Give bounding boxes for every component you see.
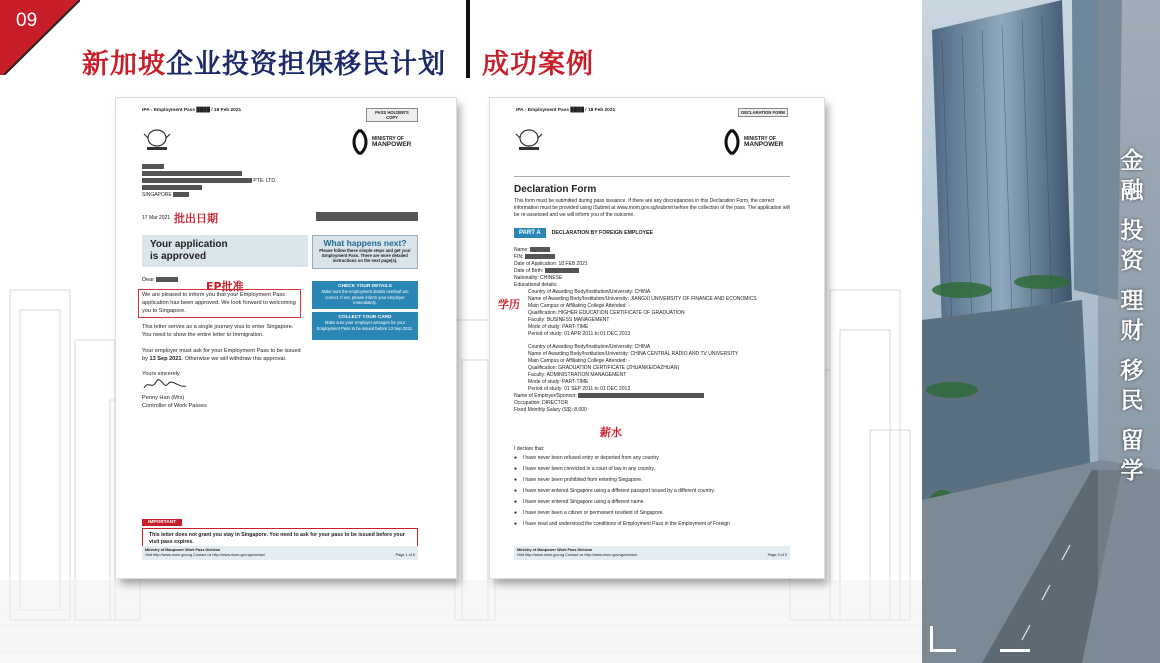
education-2 [514, 344, 804, 393]
check-details-box [312, 281, 418, 309]
footer-line2: Visit http://www.mom.gov.sg Contact us http://www.mom.gov.sg/contact [145, 553, 265, 557]
mom-logo-icon [722, 128, 742, 156]
annotation-education: 学历 [498, 298, 520, 311]
banner-char: 移 [1120, 358, 1144, 384]
edu2-country: Country of Awarding Body/Institution/University: CHINA [528, 344, 651, 350]
salutation [142, 276, 178, 284]
edu1-faculty: Faculty: BUSINESS MANAGEMENT [528, 317, 610, 323]
important-notice [142, 510, 418, 550]
page-title: 新加坡企业投资担保移民计划 [82, 49, 446, 80]
annotation-issue-date: 批出日期 [174, 212, 218, 225]
declaration-form-page [490, 98, 824, 578]
banner-char: 理 [1120, 288, 1144, 314]
edu1-institution: Name of Awarding Body/Institution/University: JIANGXI UNIVERSITY OF FINANCE AND ECONOMICS [528, 296, 757, 302]
issue-date: 17 Mar 2021 [142, 215, 171, 221]
collect-body: Make sure your employer arranges for your Employment Pass to be issued before 13 Sep 2021. [316, 320, 414, 331]
monthly-salary: Fixed Monthly Salary (S$): 8,000 [514, 407, 587, 413]
doc1-footer [142, 546, 418, 560]
doc2-header-line: IPA - Employment Pass ████ / 18 Feb 2021 [516, 108, 616, 113]
occupation: Occupation: DIRECTOR [514, 400, 569, 406]
doc2-footer [514, 546, 790, 560]
declaration-intro: This form must be submitted during pass issuance. If there are any discrepancies in this Declaration Form, the correct information must be provided using iSubmit at www.mom.gov.sg/isubmit before the collection of the pass. The application will be re-assessed and we will inform you of the outcome. [514, 198, 790, 218]
declaration-list [514, 455, 804, 532]
page-subtitle: 成功案例 [482, 49, 594, 80]
approval-paragraph: We are pleased to inform you that your Employment Pass application has been approved. We look forward to welcoming you to Singapore. [142, 292, 296, 314]
fin-label: FIN: [514, 254, 524, 260]
what-happens-next-box [312, 235, 418, 269]
what-title: What happens next? [323, 238, 407, 248]
banner-char: 民 [1120, 388, 1144, 414]
signer-title: Controller of Work Passes [142, 403, 207, 409]
annotation-salary: 薪水 [600, 426, 622, 439]
approval-letter-page [116, 98, 456, 578]
mom-logo [350, 128, 411, 156]
edu1-country: Country of Awarding Body/Institution/University: CHINA [528, 289, 651, 295]
edu1-mode: Mode of study: PART-TIME [528, 324, 589, 330]
sincerely: Yours sincerely [142, 371, 180, 377]
mom-line2: MANPOWER [744, 141, 784, 148]
important-body: This letter does not grant you stay in Singapore. You need to ask for your pass to be issued before your visit pass expires. [142, 528, 418, 550]
edu1-period: Period of study: 01 APR 2011 to 01 DEC 2013 [528, 331, 631, 337]
declaration-item: ● I have read and understood the conditions of Employment Pass in the Employment of Foreign [514, 521, 730, 527]
mom-logo [722, 128, 783, 156]
corner-badge [0, 0, 80, 75]
part-a-tag: PART A [514, 228, 546, 238]
declaration-item: ● I have never entered Singapore using a different name. [514, 499, 645, 505]
frame-line-bottom [1000, 648, 1030, 652]
approved-line2: is approved [150, 251, 207, 262]
declaration-title: Declaration Form [514, 184, 597, 195]
edu2-period: Period of study: 01 SEP 2011 to 01 DEC 2013 [528, 386, 631, 392]
declaration-item: ● I have never been convicted in a court of law in any country. [514, 466, 656, 472]
check-body: Make sure the employment details overleaf are correct. If not, please inform your employer immediately. [321, 289, 409, 305]
page-number: 09 [16, 10, 38, 31]
banner-char: 留 [1120, 428, 1144, 454]
employer-paragraph [142, 347, 308, 363]
title-divider [466, 0, 470, 78]
collect-title: COLLECT YOUR CARD [338, 315, 392, 320]
check-title: CHECK YOUR DETAILS [338, 284, 392, 289]
visa-paragraph: This letter serves as a single journey visa to enter Singapore. You need to show the entire letter to Immigration. [142, 324, 294, 338]
what-body: Please follow these simple steps and get your Employment Pass. There are more detailed instructions on the next page(s). [319, 248, 411, 264]
approved-banner [142, 235, 308, 267]
divider [514, 176, 790, 177]
date-of-application: Date of Application: 18 FEB 2021 [514, 261, 588, 267]
declare-header: I declare that: [514, 446, 545, 452]
edu1-qualification: Qualification: HIGHER EDUCATION CERTIFICATE OF GRADUATION [528, 310, 685, 316]
banner-char: 资 [1120, 248, 1144, 274]
singapore-crest-icon [142, 126, 172, 154]
address-pte: PTE. LTD. [253, 178, 277, 184]
footer-line1: Ministry of Manpower Work Pass Division [145, 548, 221, 552]
edu1-campus: Main Campus or Affiliating College Attended: - [528, 303, 630, 309]
part-a-label: DECLARATION BY FOREIGN EMPLOYEE [551, 230, 653, 236]
banner-char: 财 [1120, 318, 1144, 344]
edu2-qualification: Qualification: GRADUATION CERTIFICATE (ZHUANKE/DAZHUAN) [528, 365, 680, 371]
footer-line2: Visit http://www.mom.gov.sg Contact us http://www.mom.gov.sg/contact [517, 553, 637, 557]
mom-logo-icon [350, 128, 370, 156]
doc2-copy-label: DECLARATION FORM [738, 108, 788, 117]
edu2-faculty: Faculty: ADMINISTRATION MANAGEMENT [528, 372, 627, 378]
education-1 [514, 289, 804, 338]
education-header: Educational details: [514, 282, 558, 288]
declaration-item: ● I have never been refused entry or deported from any country. [514, 455, 660, 461]
name-label: Name: [514, 247, 529, 253]
signer-name: Penny Han (Mrs) [142, 395, 185, 401]
edu2-institution: Name of Awarding Body/Institution/University: CHINA CENTRAL RADIO AND TV UNIVERSITY [528, 351, 739, 357]
edu2-mode: Mode of study: PART-TIME [528, 379, 589, 385]
footer-page: Page 1 of 5 [395, 553, 415, 557]
mom-line2: MANPOWER [372, 141, 412, 148]
dob-label: Date of Birth: [514, 268, 544, 274]
collect-card-box [312, 312, 418, 340]
redacted-block [316, 212, 418, 221]
banner-char: 融 [1120, 178, 1144, 204]
doc1-header-line: IPA - Employment Pass ████ / 18 Feb 2021 [142, 108, 242, 113]
issue-deadline: 13 Sep 2021 [149, 356, 182, 362]
frame-corner-bottom-left [930, 626, 956, 652]
declaration-item: ● I have never entered Singapore using a different passport issued by a different country. [514, 488, 715, 494]
signature-icon [142, 378, 188, 392]
banner-char: 投 [1120, 218, 1144, 244]
doc1-address-block [142, 164, 276, 199]
declaration-item: ● I have never been a citizen or permanent resident of Singapore. [514, 510, 664, 516]
banner-char: 学 [1120, 458, 1144, 484]
doc1-copy-label: PASS HOLDER'S COPY [366, 108, 418, 122]
address-country: SINGAPORE [142, 192, 172, 198]
footer-line1: Ministry of Manpower Work Pass Division [517, 548, 593, 552]
para3a: Your employer must ask for your Employment Pass to be issued by [142, 348, 301, 362]
annotation-ep-approved: EP批准 [206, 280, 244, 293]
para3c: . Otherwise we will withdraw this approval. [181, 356, 287, 362]
nationality: Nationality: CHINESE [514, 275, 563, 281]
mom-line1: MINISTRY OF [744, 136, 776, 142]
employer-label: Name of Employer/Sponsor: [514, 393, 577, 399]
approved-line1: Your application [150, 239, 228, 250]
mom-line1: MINISTRY OF [372, 136, 404, 142]
declaration-item: ● I have never been prohibited from entering Singapore. [514, 477, 643, 483]
dear-label: Dear [142, 277, 155, 283]
side-banner [1112, 146, 1152, 486]
banner-char: 金 [1120, 148, 1144, 174]
footer-page: Page 3 of 5 [767, 553, 787, 557]
singapore-crest-icon [514, 126, 544, 154]
part-a-header [514, 228, 653, 238]
important-tag: IMPORTANT [142, 519, 182, 526]
employee-details [514, 247, 804, 414]
edu2-campus: Main Campus or Affiliating College Attended: - [528, 358, 630, 364]
